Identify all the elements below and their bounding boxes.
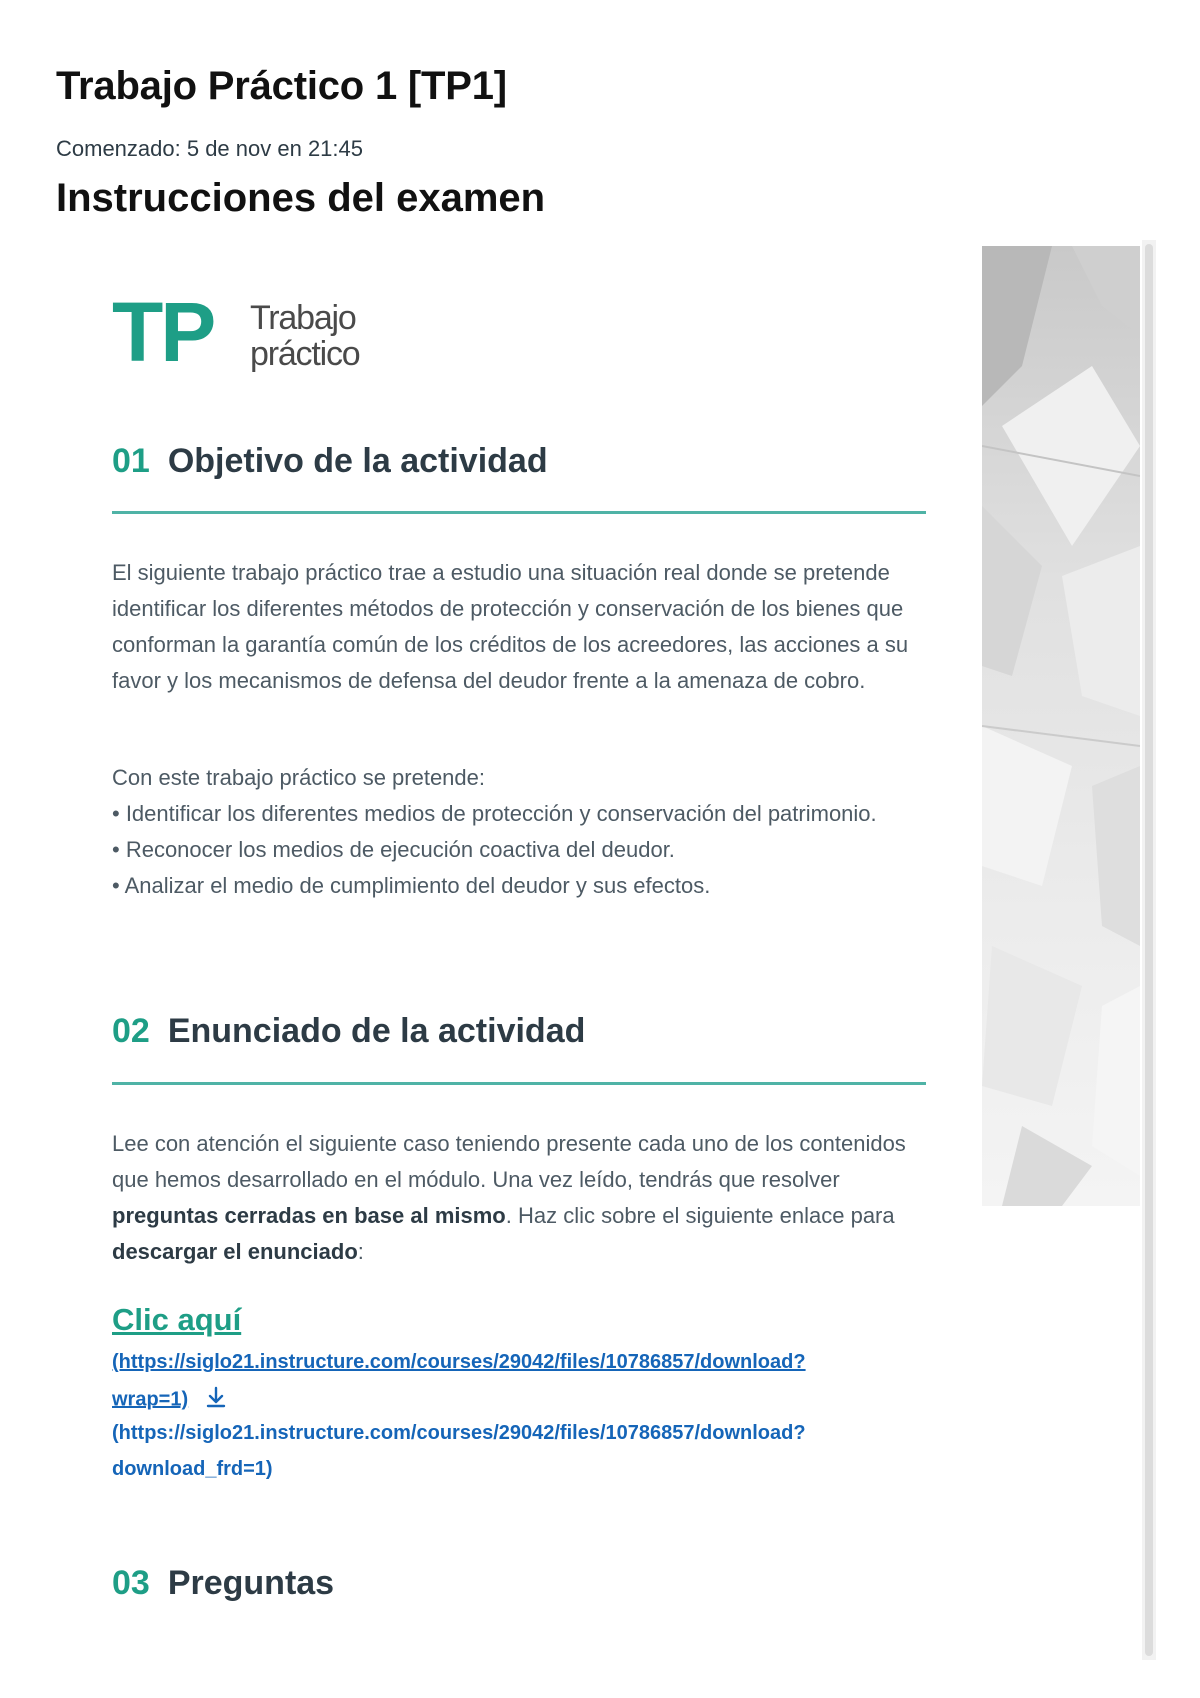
list-item: • Analizar el medio de cumplimiento del deudor y sus efectos.	[112, 873, 711, 898]
instructions-title: Instrucciones del examen	[56, 176, 546, 220]
download-url-1-line-2[interactable]: wrap=1)	[112, 1388, 189, 1411]
statement-bold-1: preguntas cerradas en base al mismo	[112, 1203, 506, 1228]
section-divider	[112, 511, 926, 514]
download-url-1-line-1[interactable]: (https://siglo21.instructure.com/courses/29042/files/10786857/download?	[112, 1351, 806, 1373]
decorative-banner-image	[982, 246, 1140, 1206]
tp-logo-mark: TP	[112, 285, 214, 379]
section-number: 02	[112, 1012, 150, 1050]
section-heading-questions	[112, 1564, 334, 1603]
scrollbar-thumb[interactable]	[1145, 244, 1153, 1656]
tp-logo-words	[250, 300, 359, 372]
section-title: Enunciado de la actividad	[167, 1012, 586, 1050]
list-item: • Reconocer los medios de ejecución coactiva del deudor.	[112, 837, 675, 862]
download-icon[interactable]	[204, 1385, 228, 1415]
download-url-1-line-2-row	[112, 1385, 228, 1415]
section-heading-statement	[112, 1012, 585, 1051]
section-title: Preguntas	[167, 1564, 335, 1602]
section-title: Objetivo de la actividad	[167, 442, 548, 480]
download-url-2-line-2[interactable]: download_frd=1)	[112, 1458, 273, 1480]
download-url-2-line-1[interactable]: (https://siglo21.instructure.com/courses/29042/files/10786857/download?	[112, 1422, 806, 1444]
section-number: 01	[112, 442, 150, 480]
statement-text-3: :	[357, 1239, 364, 1264]
list-item: • Identificar los diferentes medios de protección y conservación del patrimonio.	[112, 801, 877, 826]
statement-bold-2: descargar el enunciado	[112, 1239, 358, 1264]
statement-text-1: Lee con atención el siguiente caso teniendo presente cada uno de los contenidos que hemos desarrollado en el módulo. Una vez leído, tendrás que resolver	[112, 1131, 906, 1192]
clic-aqui-link[interactable]: Clic aquí	[112, 1302, 242, 1337]
section-divider	[112, 1082, 926, 1085]
started-timestamp: Comenzado: 5 de nov en 21:45	[56, 136, 364, 161]
quiz-title: Trabajo Práctico 1 [TP1]	[56, 64, 507, 108]
section-number: 03	[112, 1564, 150, 1602]
section-heading-objective	[112, 442, 548, 481]
objective-intro: Con este trabajo práctico se pretende:	[112, 765, 486, 790]
tp-logo-word-2: práctico	[250, 335, 360, 373]
objective-paragraph: El siguiente trabajo práctico trae a estudio una situación real donde se pretende identificar los diferentes métodos de protección y conservación de los bienes que conforman la garantía común de los créditos de los acreedores, las acciones a su favor y los mecanismos de defensa del deudor frente a la amenaza de cobro.	[112, 560, 909, 693]
objective-list	[112, 760, 912, 904]
tp-logo-word-1: Trabajo	[250, 299, 356, 337]
statement-text-2: . Haz clic sobre el siguiente enlace para	[505, 1203, 895, 1228]
statement-paragraph	[112, 1126, 912, 1270]
